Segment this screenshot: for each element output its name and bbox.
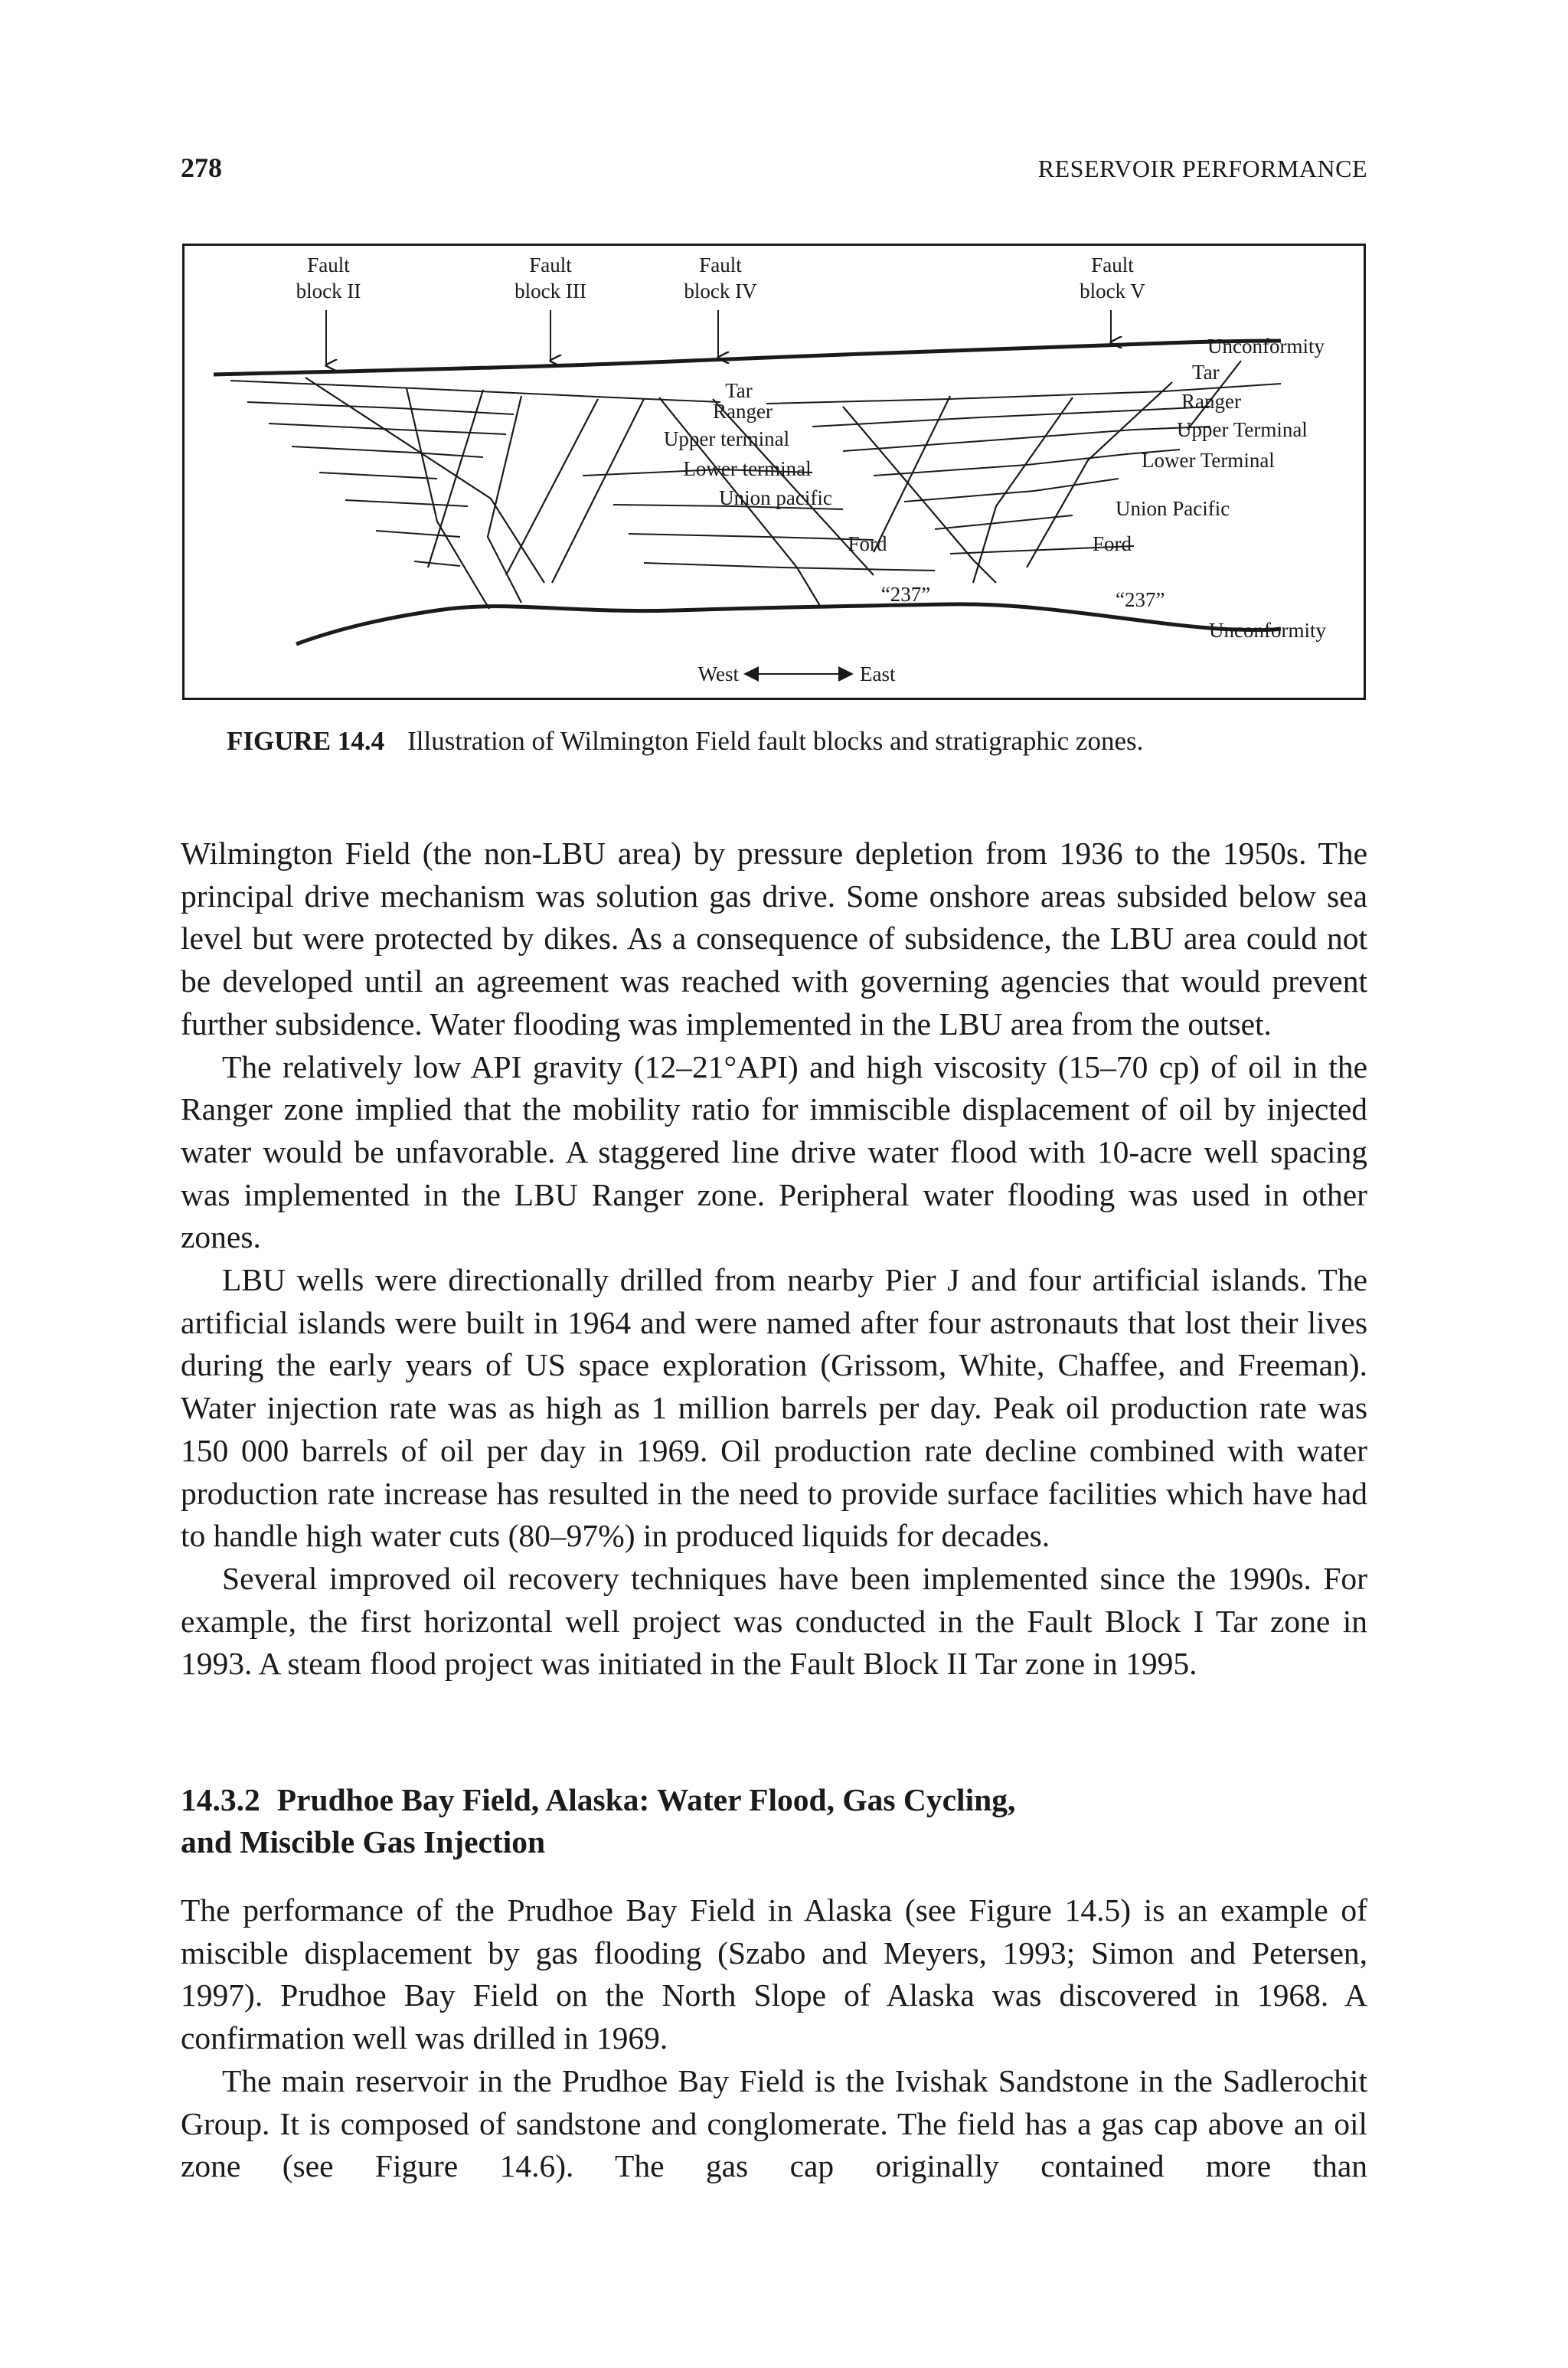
- center-zone-upper-terminal: Upper terminal: [663, 427, 790, 450]
- center-zone-ranger: Ranger: [713, 400, 773, 423]
- top-unconformity-line: [214, 341, 1281, 374]
- fault-block-2-line2: block II: [296, 280, 361, 303]
- fault-block-arrows: [326, 310, 1111, 365]
- west-label: West: [697, 662, 739, 685]
- center-zone-237: “237”: [880, 583, 931, 606]
- section-heading: [181, 1779, 1015, 1863]
- right-zone-lower-terminal: Lower Terminal: [1142, 449, 1275, 472]
- right-zone-237: “237”: [1116, 588, 1165, 611]
- center-zone-tar: Tar: [725, 379, 753, 402]
- page-header: [181, 152, 1367, 190]
- figure-caption: [227, 726, 1143, 757]
- right-zone-upper-terminal: Upper Terminal: [1177, 418, 1308, 441]
- fault-block-4-line2: block IV: [684, 280, 757, 303]
- fault-block-5-line2: block V: [1080, 280, 1145, 303]
- page-number: 278: [181, 152, 222, 183]
- figure-14-4: [182, 244, 1366, 700]
- right-zone-ranger: Ranger: [1181, 390, 1241, 413]
- section-title-line1: Prudhoe Bay Field, Alaska: Water Flood, Gas Cycling,: [276, 1782, 1016, 1817]
- right-zone-unconformity-bottom: Unconformity: [1209, 619, 1326, 642]
- caption-text: Illustration of Wilmington Field fault blocks and stratigraphic zones.: [407, 726, 1144, 756]
- fault-block-3-line1: Fault: [529, 253, 572, 276]
- center-zone-lower-terminal: Lower terminal: [683, 457, 812, 480]
- paragraph: Wilmington Field (the non-LBU area) by pressure depletion from 1936 to the 1950s. The principal drive mechanism was solution gas drive. Some onshore areas subsided below sea level but were protected by dikes. As a consequence of subsidence, the LBU area could not be developed until an agreement was reached with governing agencies that would prevent further subsidence. Water flooding was implemented in the LBU area from the outset.: [181, 836, 1367, 1042]
- running-head: RESERVOIR PERFORMANCE: [1037, 155, 1367, 182]
- east-label: East: [860, 662, 896, 685]
- fault-block-5-line1: Fault: [1091, 253, 1134, 276]
- body-text-block-1: [181, 832, 1367, 1686]
- fault-block-3-line2: block III: [514, 280, 586, 303]
- figure-number: FIGURE 14.4: [227, 726, 385, 756]
- center-zone-ford: Ford: [848, 532, 887, 555]
- fault-block-2-line1: Fault: [307, 253, 350, 276]
- center-zone-union-pacific: Union pacific: [719, 486, 832, 509]
- right-zone-union-pacific: Union Pacific: [1116, 497, 1230, 520]
- right-zone-tar: Tar: [1192, 361, 1220, 384]
- paragraph: The relatively low API gravity (12–21°API) and high viscosity (15–70 cp) of oil in the Ranger zone implied that the mobility ratio for immiscible displacement of oil by injected water would be unfavorable. A staggered line drive water flood with 10-acre well spacing was implemented in the LBU Ranger zone. Peripheral water flooding was used in other zones.: [181, 1048, 1367, 1255]
- body-text-block-2: [181, 1889, 1367, 2188]
- fault-block-4-line1: Fault: [699, 253, 742, 276]
- fault-block-diagram: [185, 246, 1364, 698]
- paragraph: Several improved oil recovery techniques have been implemented since the 1990s. For example, the first horizontal well project was conducted in the Fault Block I Tar zone in 1993. A steam flood project was initiated in the Fault Block II Tar zone in 1995.: [181, 1560, 1367, 1682]
- section-title-line2: and Miscible Gas Injection: [181, 1824, 546, 1859]
- paragraph: The main reservoir in the Prudhoe Bay Field is the Ivishak Sandstone in the Sadlerochit Group. It is composed of sandstone and conglomerate. The field has a gas cap above an oil zone (see Figure 14.6). The gas cap originally contained more than: [181, 2062, 1367, 2184]
- right-zone-unconformity-top: Unconformity: [1207, 335, 1325, 358]
- section-number: 14.3.2: [181, 1782, 260, 1817]
- paragraph: LBU wells were directionally drilled from nearby Pier J and four artificial islands. The artificial islands were built in 1964 and were named after four astronauts that lost their lives during the early years of US space exploration (Grissom, White, Chaffee, and Freeman). Water injection rate was as high as 1 million barrels per day. Peak oil production rate was 150 000 barrels of oil per day in 1969. Oil production rate decline combined with water production rate increase has resulted in the need to provide surface facilities which have had to handle high water cuts (80–97%) in produced liquids for decades.: [181, 1262, 1367, 1554]
- fault-lines: [305, 361, 1241, 609]
- right-zone-ford: Ford: [1093, 532, 1132, 555]
- paragraph: The performance of the Prudhoe Bay Field in Alaska (see Figure 14.5) is an example of miscible displacement by gas flooding (Szabo and Meyers, 1993; Simon and Petersen, 1997). Prudhoe Bay Field on the North Slope of Alaska was discovered in 1968. A confirmation well was drilled in 1969.: [181, 1892, 1367, 2056]
